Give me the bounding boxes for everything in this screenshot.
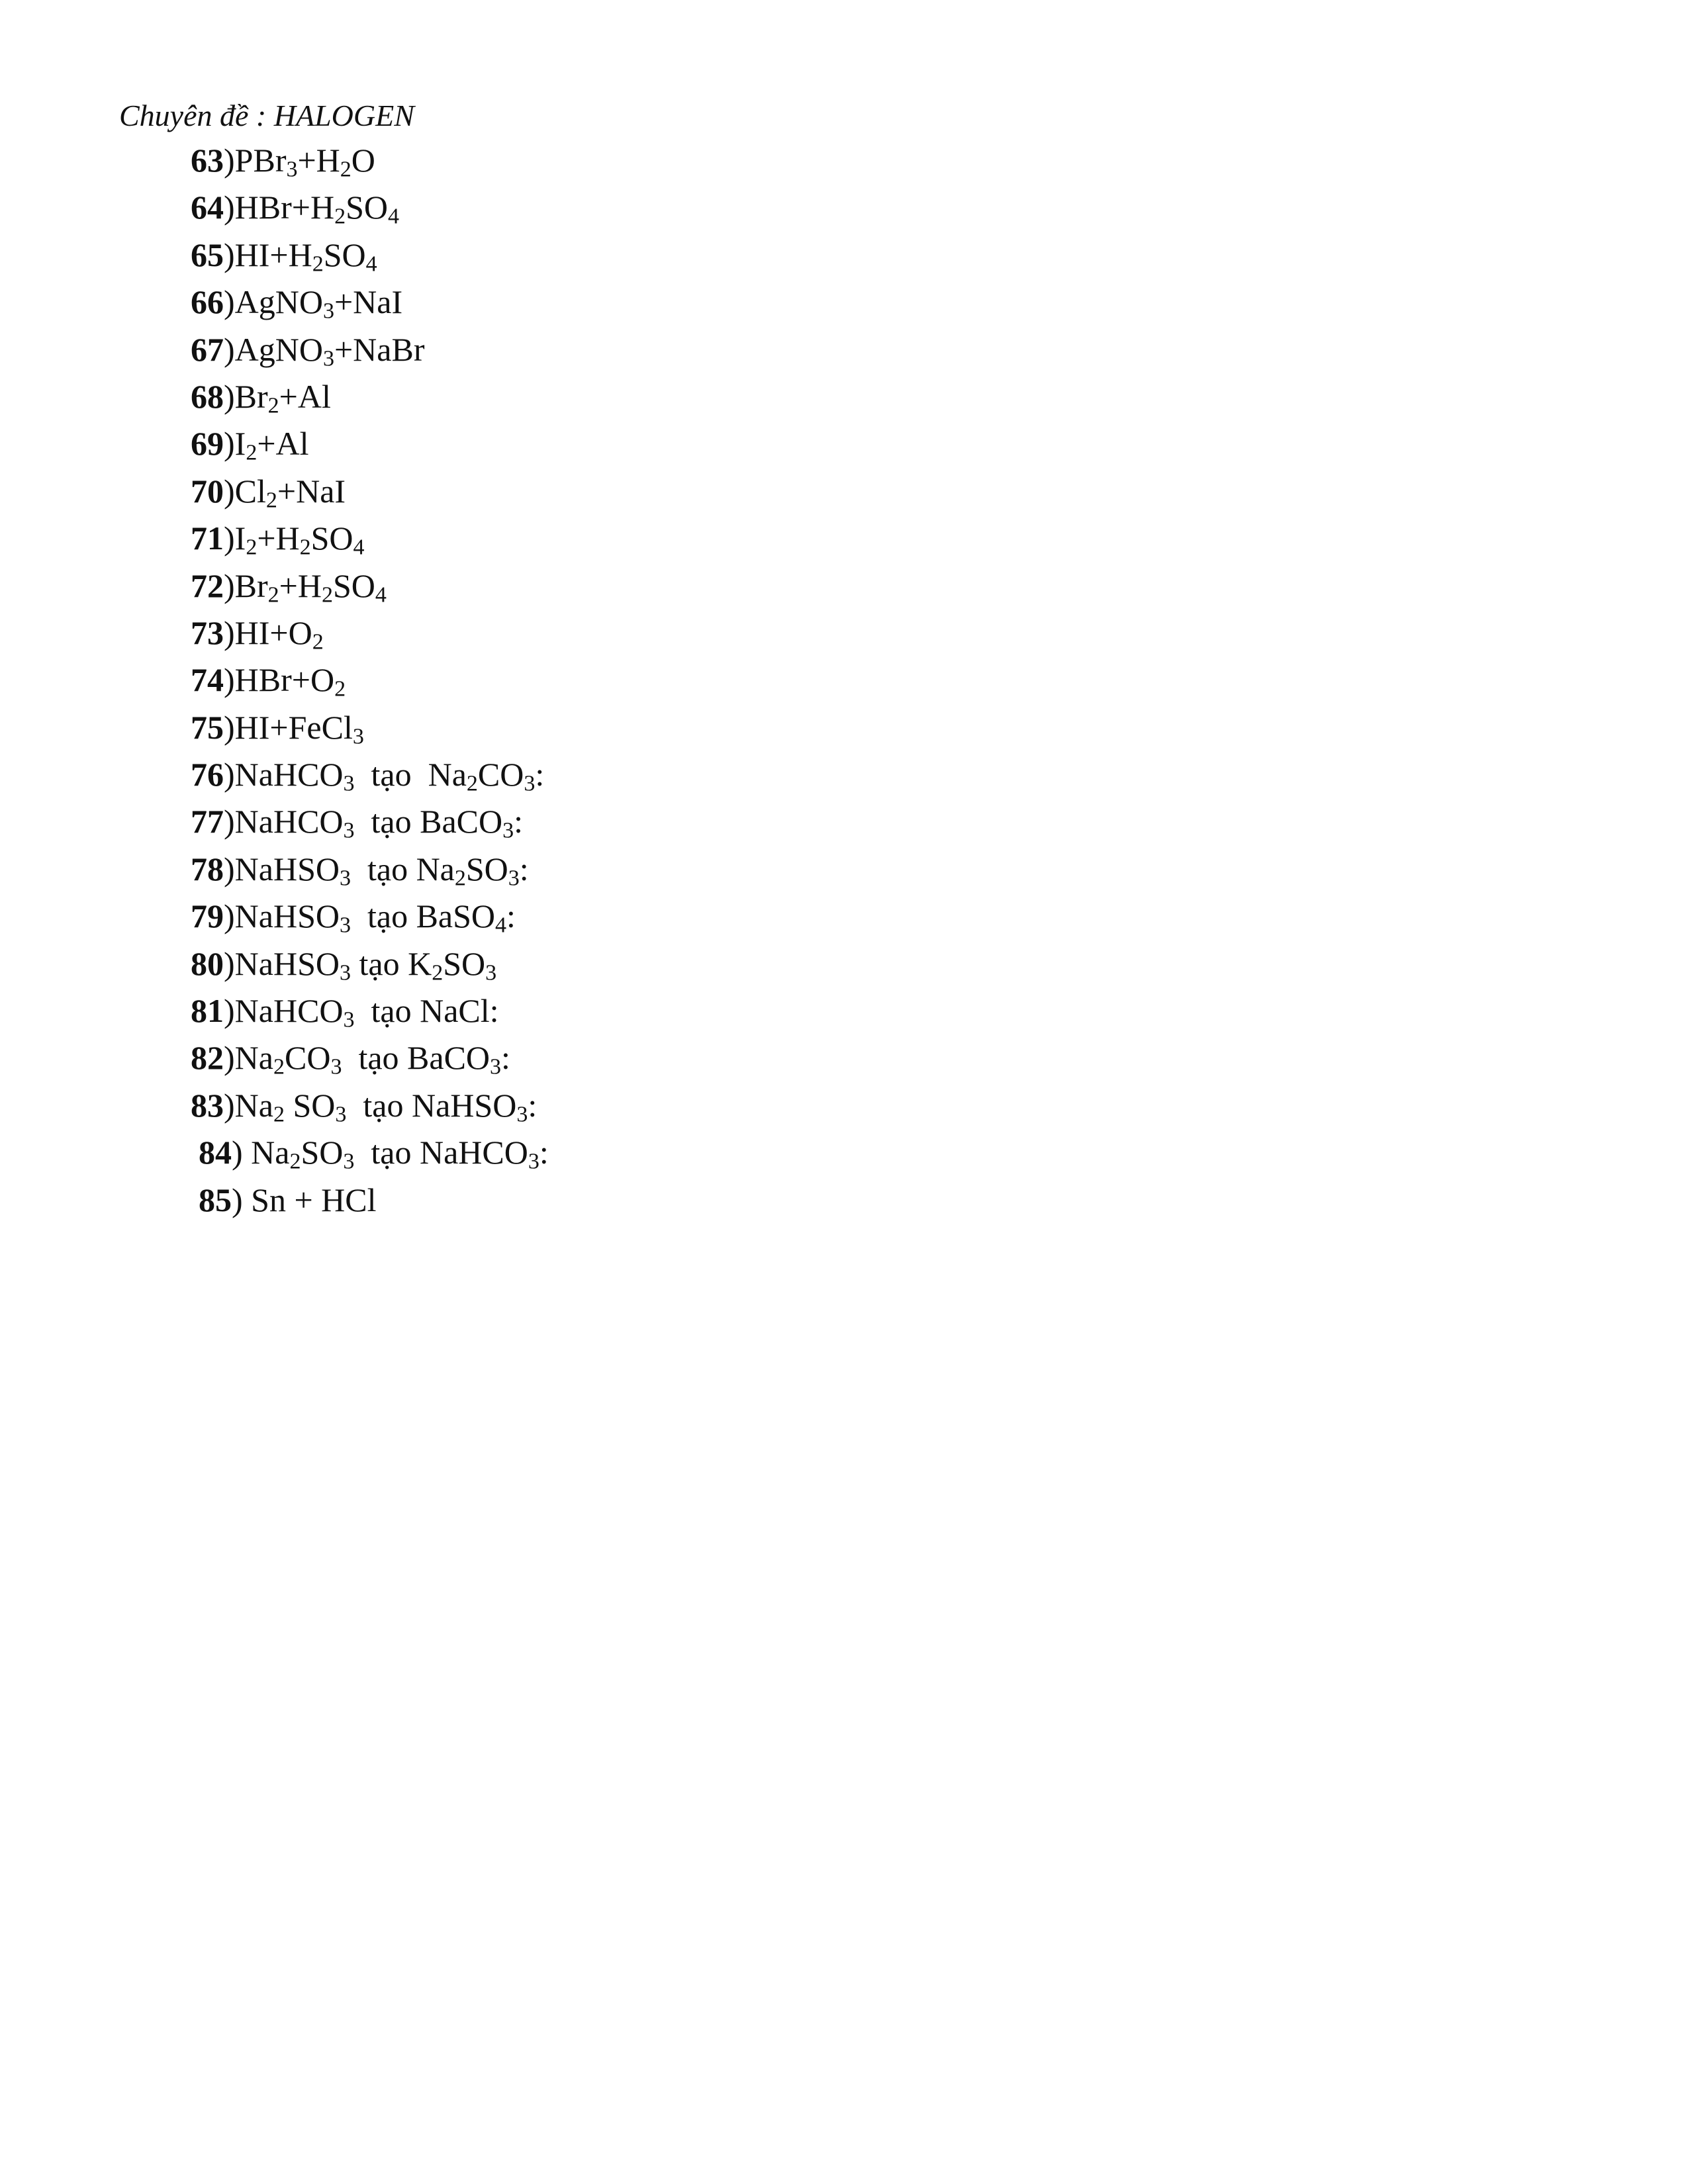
reaction-number: 68 <box>191 377 224 415</box>
formula-subscript: 2 <box>454 866 466 891</box>
reaction-equation <box>234 708 364 749</box>
formula-subscript: 4 <box>495 913 507 938</box>
formula-text: NaHSO <box>234 897 340 935</box>
reaction-number: 84 <box>199 1134 232 1171</box>
reaction-item <box>191 1034 549 1081</box>
formula-text: NaHSO <box>234 944 340 982</box>
formula-text: tạo BaCO <box>342 1039 491 1077</box>
reaction-item <box>191 1082 549 1129</box>
reaction-equation <box>234 520 365 560</box>
formula-subscript: 4 <box>388 204 399 229</box>
formula-subscript: 3 <box>322 346 334 371</box>
reaction-number: 85 <box>199 1181 232 1218</box>
reaction-number-paren: ) <box>224 330 235 368</box>
formula-subscript: 2 <box>312 629 324 655</box>
formula-subscript: 4 <box>375 582 387 607</box>
reaction-item <box>191 420 549 467</box>
formula-text: O <box>351 142 375 179</box>
formula-text: +NaBr <box>334 330 425 368</box>
formula-subscript: 3 <box>343 818 355 843</box>
formula-subscript: 3 <box>339 960 351 985</box>
reaction-item <box>191 232 549 279</box>
reaction-equation <box>234 614 324 655</box>
formula-text: +Al <box>257 425 309 463</box>
reaction-equation <box>251 1181 376 1218</box>
formula-subscript: 3 <box>343 1007 355 1032</box>
formula-subscript: 2 <box>299 535 311 560</box>
formula-subscript: 3 <box>516 1102 528 1127</box>
reaction-equation <box>234 897 516 938</box>
formula-text: SO <box>323 236 366 273</box>
reaction-item <box>191 940 549 987</box>
reaction-list <box>191 137 549 1224</box>
reaction-number-paren: ) <box>224 614 235 651</box>
reaction-number: 70 <box>191 472 224 510</box>
formula-text: HI+FeCl <box>234 708 353 746</box>
formula-text: SO <box>284 1086 336 1124</box>
formula-text: CO <box>284 1039 331 1077</box>
formula-text: SO <box>443 944 486 982</box>
reaction-number-paren: ) <box>224 567 235 604</box>
reaction-number: 78 <box>191 850 224 887</box>
formula-text: HBr+O <box>234 661 335 699</box>
formula-subscript: 2 <box>273 1102 285 1127</box>
formula-text: : <box>506 897 516 935</box>
formula-text: Br <box>234 567 268 604</box>
reaction-item <box>191 468 549 515</box>
formula-text: NaHCO <box>234 756 344 794</box>
reaction-number-paren: ) <box>224 661 235 699</box>
reaction-equation <box>234 850 529 891</box>
reaction-item <box>191 326 549 373</box>
formula-text: Na <box>234 1039 273 1077</box>
formula-text: +H <box>297 142 340 179</box>
formula-subscript: 3 <box>343 771 355 796</box>
formula-subscript: 2 <box>466 771 478 796</box>
reaction-item <box>191 373 549 420</box>
reaction-item <box>191 846 549 893</box>
reaction-number: 83 <box>191 1086 224 1124</box>
formula-text: I <box>234 520 246 557</box>
reaction-number: 66 <box>191 283 224 321</box>
formula-subscript: 2 <box>273 1054 285 1079</box>
reaction-number-paren: ) <box>224 1039 235 1077</box>
formula-text: AgNO <box>234 330 323 368</box>
reaction-number-paren: ) <box>224 1086 235 1124</box>
formula-subscript: 3 <box>528 1149 539 1174</box>
reaction-number-paren: ) <box>224 236 235 273</box>
formula-subscript: 2 <box>312 251 324 277</box>
formula-subscript: 2 <box>334 204 346 229</box>
reaction-equation <box>234 472 346 513</box>
reaction-item <box>191 657 549 704</box>
formula-text: : <box>519 850 529 887</box>
formula-subscript: 2 <box>267 393 279 418</box>
reaction-item <box>191 610 549 657</box>
reaction-number-paren: ) <box>224 425 235 463</box>
formula-text: : <box>535 756 545 794</box>
reaction-equation <box>234 567 387 607</box>
formula-subscript: 3 <box>330 1054 342 1079</box>
formula-subscript: 2 <box>334 676 346 702</box>
formula-text: tạo NaCl: <box>354 992 499 1030</box>
formula-text: tạo NaHCO <box>354 1134 528 1171</box>
reaction-item <box>191 704 549 751</box>
formula-text: Na <box>234 1086 273 1124</box>
reaction-number-paren: ) <box>232 1134 252 1171</box>
reaction-equation <box>234 803 524 843</box>
reaction-number: 72 <box>191 567 224 604</box>
formula-text: tạo BaSO <box>350 897 496 935</box>
formula-subscript: 2 <box>265 488 277 513</box>
reaction-number: 63 <box>191 142 224 179</box>
formula-text: : <box>528 1086 538 1124</box>
reaction-equation <box>234 1039 510 1079</box>
formula-subscript: 3 <box>502 818 514 843</box>
formula-text: HBr+H <box>234 189 335 226</box>
reaction-number-paren: ) <box>224 992 235 1030</box>
formula-text: SO <box>332 567 375 604</box>
formula-text: SO <box>310 520 353 557</box>
formula-text: : <box>539 1134 549 1171</box>
formula-text: Na <box>251 1134 290 1171</box>
reaction-equation <box>234 377 331 418</box>
reaction-item <box>191 1129 549 1176</box>
reaction-number-paren: ) <box>224 142 235 179</box>
reaction-item <box>191 563 549 610</box>
formula-subscript: 3 <box>339 913 351 938</box>
formula-text: : <box>501 1039 510 1077</box>
formula-text: AgNO <box>234 283 323 321</box>
reaction-item <box>191 515 549 562</box>
formula-text: tạo BaCO <box>354 803 503 841</box>
formula-text: Br <box>234 377 268 415</box>
reaction-equation <box>234 283 403 324</box>
formula-subscript: 3 <box>352 724 364 749</box>
formula-text: +NaI <box>334 283 403 321</box>
formula-text: SO <box>346 189 388 226</box>
formula-subscript: 3 <box>490 1054 502 1079</box>
formula-text: CO <box>477 756 524 794</box>
formula-subscript: 2 <box>432 960 444 985</box>
formula-text: tạo Na <box>350 850 455 887</box>
formula-text: NaHCO <box>234 803 344 841</box>
reaction-item <box>191 184 549 231</box>
reaction-number-paren: ) <box>224 756 235 794</box>
reaction-number: 76 <box>191 756 224 794</box>
formula-text: Cl <box>234 472 266 510</box>
formula-text: tạo Na <box>354 756 467 794</box>
formula-subscript: 2 <box>267 582 279 607</box>
reaction-number-paren: ) <box>224 520 235 557</box>
formula-text: SO <box>301 1134 344 1171</box>
reaction-equation <box>234 944 497 985</box>
reaction-number-paren: ) <box>224 850 235 887</box>
formula-text: : <box>514 803 524 841</box>
formula-text: tạo K <box>350 944 432 982</box>
reaction-number: 75 <box>191 708 224 746</box>
reaction-number-paren: ) <box>224 897 235 935</box>
reaction-equation <box>234 425 309 465</box>
reaction-item <box>191 893 549 940</box>
reaction-equation <box>234 1086 538 1127</box>
reaction-item <box>191 798 549 845</box>
reaction-number: 71 <box>191 520 224 557</box>
reaction-equation <box>234 992 499 1032</box>
reaction-number-paren: ) <box>224 472 235 510</box>
formula-subscript: 2 <box>246 535 258 560</box>
formula-subscript: 3 <box>339 866 351 891</box>
formula-subscript: 4 <box>353 535 365 560</box>
reaction-equation <box>234 756 545 796</box>
formula-text: SO <box>465 850 508 887</box>
formula-subscript: 4 <box>365 251 377 277</box>
reaction-equation <box>251 1134 549 1174</box>
formula-text: I <box>234 425 246 463</box>
reaction-equation <box>234 661 346 702</box>
reaction-item <box>191 751 549 798</box>
formula-subscript: 3 <box>485 960 497 985</box>
reaction-number-paren: ) <box>224 708 235 746</box>
reaction-number: 64 <box>191 189 224 226</box>
formula-text: HI+O <box>234 614 312 651</box>
formula-subscript: 3 <box>524 771 536 796</box>
reaction-number: 80 <box>191 944 224 982</box>
formula-subscript: 3 <box>343 1149 355 1174</box>
formula-subscript: 2 <box>289 1149 301 1174</box>
reaction-item <box>191 1177 549 1224</box>
reaction-number-paren: ) <box>232 1181 252 1218</box>
formula-subscript: 2 <box>321 582 333 607</box>
formula-text: NaHSO <box>234 850 340 887</box>
reaction-equation <box>234 142 375 182</box>
formula-subscript: 3 <box>508 866 520 891</box>
reaction-number-paren: ) <box>224 803 235 841</box>
reaction-number: 73 <box>191 614 224 651</box>
formula-text: PBr <box>234 142 287 179</box>
formula-subscript: 2 <box>340 157 352 182</box>
reaction-number-paren: ) <box>224 283 235 321</box>
formula-text: +Al <box>279 377 331 415</box>
reaction-number: 81 <box>191 992 224 1030</box>
reaction-number-paren: ) <box>224 944 235 982</box>
formula-text: HI+H <box>234 236 312 273</box>
formula-subscript: 3 <box>335 1102 347 1127</box>
reaction-equation <box>234 189 399 229</box>
reaction-item <box>191 279 549 326</box>
formula-subscript: 2 <box>246 440 258 465</box>
reaction-number: 77 <box>191 803 224 841</box>
formula-text: +H <box>257 520 300 557</box>
reaction-equation <box>234 236 377 277</box>
formula-text: +H <box>279 567 322 604</box>
reaction-number: 69 <box>191 425 224 463</box>
formula-subscript: 3 <box>322 298 334 324</box>
reaction-number: 65 <box>191 236 224 273</box>
reaction-number: 79 <box>191 897 224 935</box>
reaction-number-paren: ) <box>224 189 235 226</box>
formula-subscript: 3 <box>286 157 298 182</box>
reaction-number: 67 <box>191 330 224 368</box>
formula-text: tạo NaHSO <box>346 1086 517 1124</box>
document-header: Chuyên đề : HALOGEN <box>119 99 414 132</box>
reaction-item <box>191 137 549 184</box>
formula-text: NaHCO <box>234 992 344 1030</box>
formula-text: +NaI <box>277 472 346 510</box>
reaction-number-paren: ) <box>224 377 235 415</box>
formula-text: Sn + HCl <box>251 1181 377 1218</box>
reaction-item <box>191 987 549 1034</box>
reaction-equation <box>234 330 425 371</box>
reaction-number: 74 <box>191 661 224 699</box>
reaction-number: 82 <box>191 1039 224 1077</box>
